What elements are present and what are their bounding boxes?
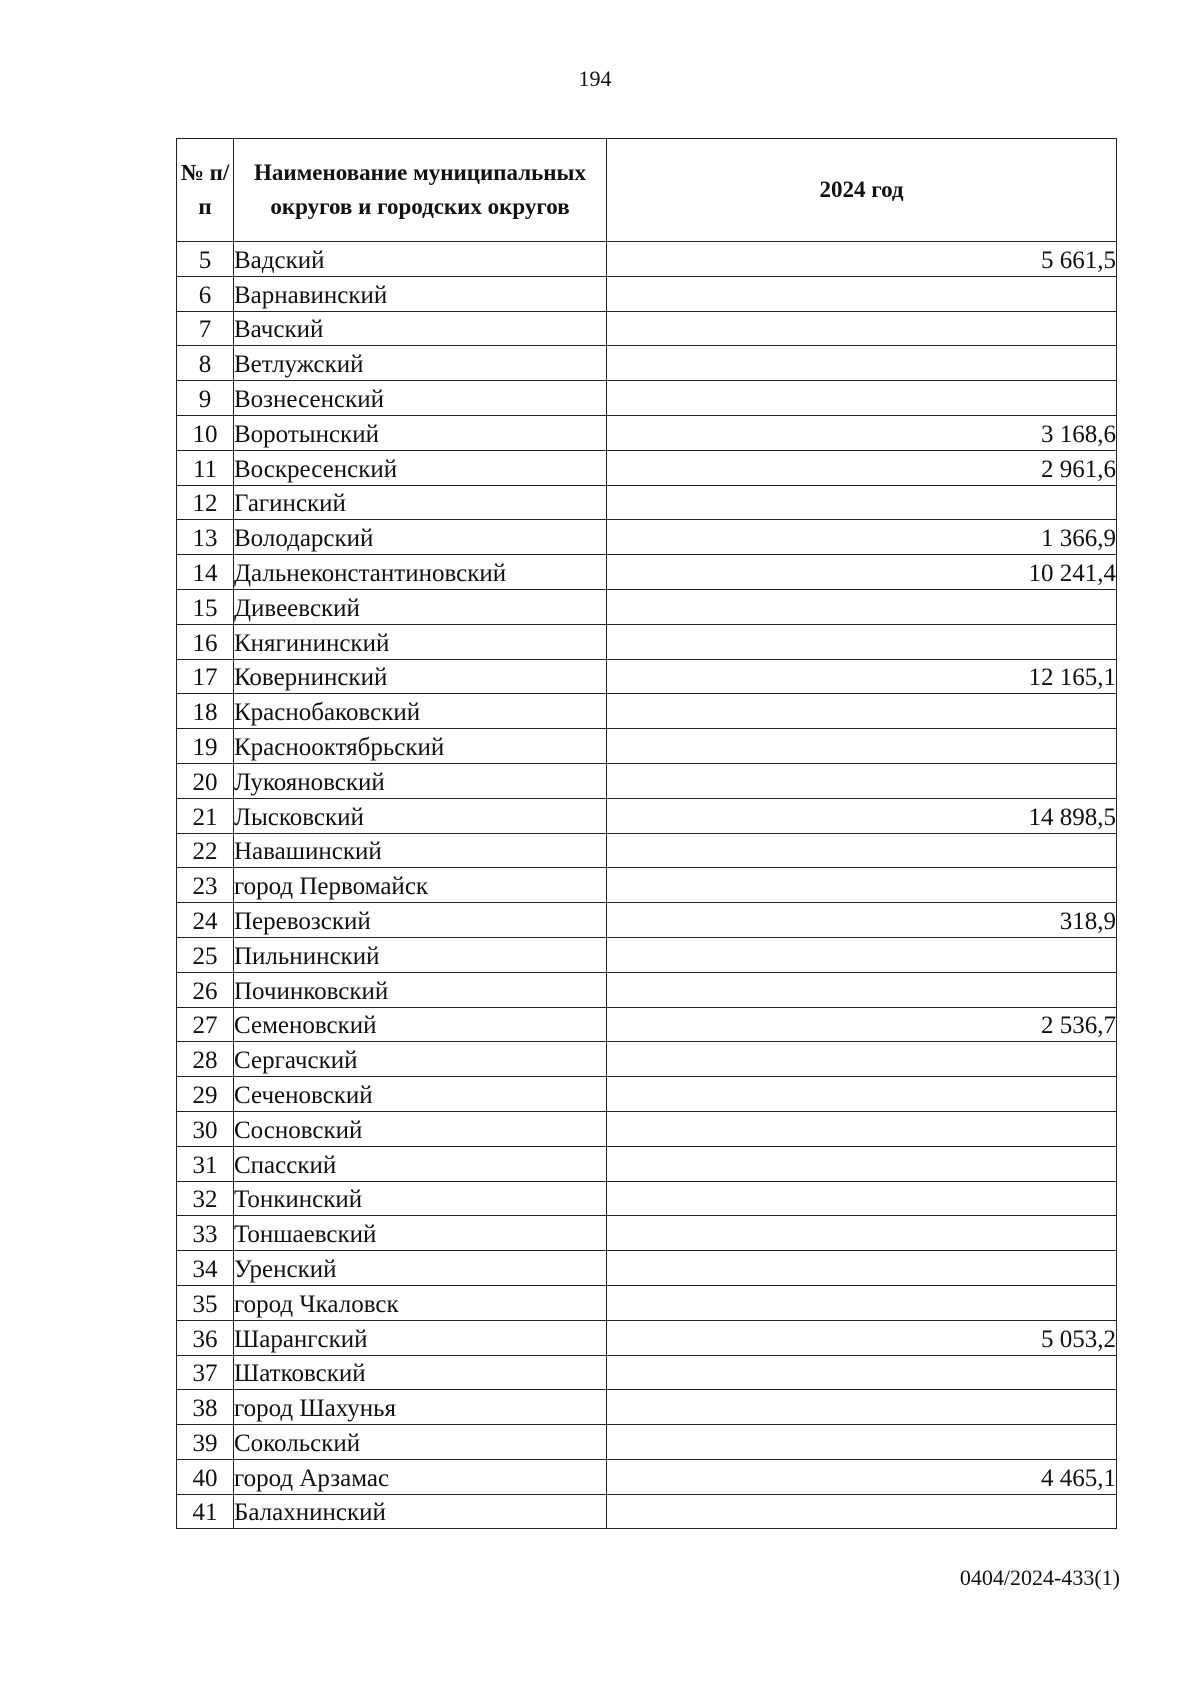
table-row xyxy=(177,833,1117,868)
row-number: 28 xyxy=(177,1042,234,1077)
row-number: 9 xyxy=(177,381,234,416)
amount-2024 xyxy=(607,311,1117,346)
table-row xyxy=(177,694,1117,729)
row-number: 14 xyxy=(177,555,234,590)
table-header-row xyxy=(177,139,1117,242)
table-row xyxy=(177,276,1117,311)
district-name: Вачский xyxy=(234,311,607,346)
row-number: 5 xyxy=(177,242,234,277)
district-name: Семеновский xyxy=(234,1007,607,1042)
district-name: Шатковский xyxy=(234,1355,607,1390)
row-number: 13 xyxy=(177,520,234,555)
district-name: Пильнинский xyxy=(234,937,607,972)
document-code: 0404/2024-433(1) xyxy=(959,1565,1120,1590)
amount-2024 xyxy=(607,694,1117,729)
table-body xyxy=(177,242,1117,1529)
district-name: Ветлужский xyxy=(234,346,607,381)
district-name: Гагинский xyxy=(234,485,607,520)
row-number: 18 xyxy=(177,694,234,729)
table-row xyxy=(177,729,1117,764)
header-year: 2024 год xyxy=(607,139,1117,242)
district-name: Тонкинский xyxy=(234,1181,607,1216)
amount-2024 xyxy=(607,346,1117,381)
table-row xyxy=(177,311,1117,346)
district-name: Ковернинский xyxy=(234,659,607,694)
district-name: Балахнинский xyxy=(234,1494,607,1529)
amount-2024 xyxy=(607,485,1117,520)
table-row xyxy=(177,1251,1117,1286)
amount-2024 xyxy=(607,1494,1117,1529)
row-number: 39 xyxy=(177,1425,234,1460)
district-name: город Шахунья xyxy=(234,1390,607,1425)
row-number: 24 xyxy=(177,903,234,938)
table-row xyxy=(177,450,1117,485)
amount-2024 xyxy=(607,1042,1117,1077)
table-row xyxy=(177,1111,1117,1146)
district-name: Тоншаевский xyxy=(234,1216,607,1251)
amount-2024 xyxy=(607,937,1117,972)
header-number: № п/п xyxy=(177,139,234,242)
district-name: Дальнеконстантиновский xyxy=(234,555,607,590)
row-number: 27 xyxy=(177,1007,234,1042)
amount-2024: 318,9 xyxy=(607,903,1117,938)
table-row xyxy=(177,242,1117,277)
district-name: Краснобаковский xyxy=(234,694,607,729)
table-row xyxy=(177,972,1117,1007)
amount-2024: 12 165,1 xyxy=(607,659,1117,694)
district-name: Сеченовский xyxy=(234,1077,607,1112)
table-row xyxy=(177,1042,1117,1077)
amount-2024: 2 961,6 xyxy=(607,450,1117,485)
table-row xyxy=(177,346,1117,381)
district-name: Воскресенский xyxy=(234,450,607,485)
amount-2024 xyxy=(607,1216,1117,1251)
amount-2024 xyxy=(607,381,1117,416)
district-name: город Арзамас xyxy=(234,1459,607,1494)
row-number: 23 xyxy=(177,868,234,903)
amount-2024: 4 465,1 xyxy=(607,1459,1117,1494)
district-name: Спасский xyxy=(234,1146,607,1181)
row-number: 12 xyxy=(177,485,234,520)
district-name: Княгининский xyxy=(234,624,607,659)
table-row xyxy=(177,937,1117,972)
table-row xyxy=(177,1320,1117,1355)
amount-2024 xyxy=(607,1077,1117,1112)
amount-2024: 1 366,9 xyxy=(607,520,1117,555)
row-number: 15 xyxy=(177,589,234,624)
amount-2024 xyxy=(607,972,1117,1007)
row-number: 38 xyxy=(177,1390,234,1425)
row-number: 17 xyxy=(177,659,234,694)
table-row xyxy=(177,624,1117,659)
amount-2024 xyxy=(607,1355,1117,1390)
table-row xyxy=(177,1494,1117,1529)
table-row xyxy=(177,659,1117,694)
district-name: Володарский xyxy=(234,520,607,555)
table-row xyxy=(177,1077,1117,1112)
table-row xyxy=(177,1007,1117,1042)
header-name: Наименование муниципальных округов и городских округов xyxy=(234,139,607,242)
district-name: Вадский xyxy=(234,242,607,277)
row-number: 36 xyxy=(177,1320,234,1355)
district-name: Лысковский xyxy=(234,798,607,833)
district-name: Сосновский xyxy=(234,1111,607,1146)
amount-2024: 5 661,5 xyxy=(607,242,1117,277)
row-number: 7 xyxy=(177,311,234,346)
row-number: 32 xyxy=(177,1181,234,1216)
amount-2024: 2 536,7 xyxy=(607,1007,1117,1042)
amount-2024: 10 241,4 xyxy=(607,555,1117,590)
table-row xyxy=(177,1355,1117,1390)
row-number: 6 xyxy=(177,276,234,311)
table-row xyxy=(177,1146,1117,1181)
amount-2024: 14 898,5 xyxy=(607,798,1117,833)
budget-table xyxy=(176,138,1117,1529)
district-name: Починковский xyxy=(234,972,607,1007)
table-row xyxy=(177,1425,1117,1460)
row-number: 10 xyxy=(177,415,234,450)
row-number: 16 xyxy=(177,624,234,659)
amount-2024 xyxy=(607,624,1117,659)
amount-2024 xyxy=(607,1285,1117,1320)
amount-2024 xyxy=(607,276,1117,311)
amount-2024 xyxy=(607,868,1117,903)
district-name: Перевозский xyxy=(234,903,607,938)
district-name: Краснооктябрьский xyxy=(234,729,607,764)
amount-2024 xyxy=(607,729,1117,764)
table-row xyxy=(177,415,1117,450)
amount-2024: 5 053,2 xyxy=(607,1320,1117,1355)
table-row xyxy=(177,555,1117,590)
row-number: 21 xyxy=(177,798,234,833)
amount-2024: 3 168,6 xyxy=(607,415,1117,450)
district-name: Сергачский xyxy=(234,1042,607,1077)
table-row xyxy=(177,1216,1117,1251)
amount-2024 xyxy=(607,833,1117,868)
row-number: 22 xyxy=(177,833,234,868)
district-name: Варнавинский xyxy=(234,276,607,311)
table-row xyxy=(177,485,1117,520)
row-number: 29 xyxy=(177,1077,234,1112)
district-name: Навашинский xyxy=(234,833,607,868)
table-row xyxy=(177,520,1117,555)
amount-2024 xyxy=(607,1251,1117,1286)
district-name: Воротынский xyxy=(234,415,607,450)
row-number: 25 xyxy=(177,937,234,972)
amount-2024 xyxy=(607,763,1117,798)
row-number: 31 xyxy=(177,1146,234,1181)
table-row xyxy=(177,1459,1117,1494)
table-row xyxy=(177,381,1117,416)
table-row xyxy=(177,1181,1117,1216)
row-number: 19 xyxy=(177,729,234,764)
row-number: 11 xyxy=(177,450,234,485)
amount-2024 xyxy=(607,1146,1117,1181)
table-row xyxy=(177,903,1117,938)
row-number: 20 xyxy=(177,763,234,798)
amount-2024 xyxy=(607,1425,1117,1460)
table-row xyxy=(177,1285,1117,1320)
district-name: город Чкаловск xyxy=(234,1285,607,1320)
district-name: Дивеевский xyxy=(234,589,607,624)
row-number: 35 xyxy=(177,1285,234,1320)
amount-2024 xyxy=(607,1390,1117,1425)
row-number: 34 xyxy=(177,1251,234,1286)
district-name: город Первомайск xyxy=(234,868,607,903)
row-number: 26 xyxy=(177,972,234,1007)
district-name: Уренский xyxy=(234,1251,607,1286)
district-name: Сокольский xyxy=(234,1425,607,1460)
table-row xyxy=(177,868,1117,903)
amount-2024 xyxy=(607,589,1117,624)
row-number: 41 xyxy=(177,1494,234,1529)
row-number: 8 xyxy=(177,346,234,381)
row-number: 30 xyxy=(177,1111,234,1146)
table-row xyxy=(177,1390,1117,1425)
table-row xyxy=(177,589,1117,624)
district-name: Вознесенский xyxy=(234,381,607,416)
amount-2024 xyxy=(607,1111,1117,1146)
district-name: Шарангский xyxy=(234,1320,607,1355)
row-number: 33 xyxy=(177,1216,234,1251)
row-number: 40 xyxy=(177,1459,234,1494)
row-number: 37 xyxy=(177,1355,234,1390)
district-name: Лукояновский xyxy=(234,763,607,798)
table-row xyxy=(177,798,1117,833)
table-row xyxy=(177,763,1117,798)
page-number: 194 xyxy=(578,66,612,91)
amount-2024 xyxy=(607,1181,1117,1216)
